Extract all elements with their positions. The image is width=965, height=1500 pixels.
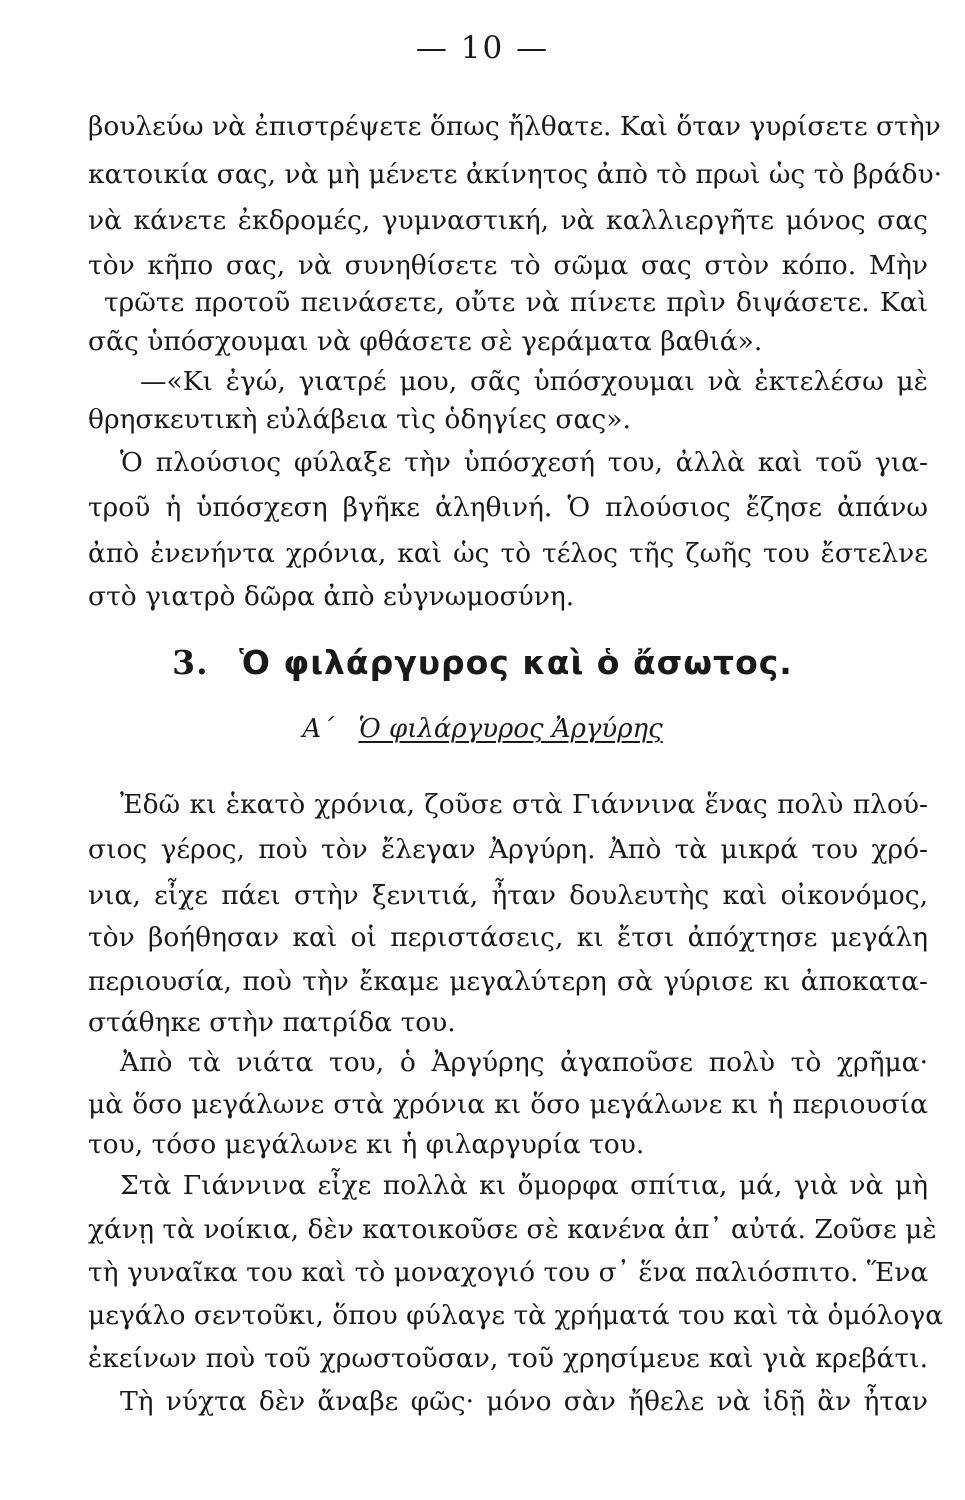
text-line: ἀπὸ ἐνενήντα χρόνια, καὶ ὡς τὸ τέλος τῆς ζωῆς του ἔστελνε <box>88 538 928 569</box>
section-title: Ὁ φιλάργυρος Ἀργύρης <box>358 714 663 744</box>
page-number: — 10 — <box>415 30 550 66</box>
section-letter: Α΄ <box>302 714 335 744</box>
chapter-number: 3. <box>172 643 209 682</box>
text-line: τρῶτε προτοῦ πεινάσετε, οὔτε νὰ πίνετε πρὶν διψάσετε. Καὶ <box>104 287 928 318</box>
text-line: στάθηκε στὴν πατρίδα του. <box>88 1007 456 1038</box>
text-line: Ὁ πλούσιος φύλαξε τὴν ὑπόσχεσή του, ἀλλὰ καὶ τοῦ για- <box>120 447 928 478</box>
text-line: —«Κι ἐγώ, γιατρέ μου, σᾶς ὑπόσχουμαι νὰ ἐκτελέσω μὲ <box>140 366 928 397</box>
text-line: ἐκείνων ποὺ τοῦ χρωστοῦσαν, τοῦ χρησίμευε καὶ γιὰ κρεβάτι. <box>88 1343 928 1374</box>
text-line: σιος γέρος, ποὺ τὸν ἔλεγαν Ἀργύρη. Ἀπὸ τὰ μικρά του χρό- <box>88 834 928 865</box>
text-line: στὸ γιατρὸ δῶρα ἀπὸ εὐγνωμοσύνη. <box>88 581 575 612</box>
text-line: τροῦ ἡ ὑπόσχεση βγῆκε ἀληθινή. Ὁ πλούσιος ἔζησε ἀπάνω <box>88 492 928 523</box>
text-line: του, τόσο μεγάλωνε κι ἡ φιλαργυρία του. <box>88 1129 645 1160</box>
text-line: μεγάλο σεντοῦκι, ὅπου φύλαγε τὰ χρήματά του καὶ τὰ ὁμόλογα <box>88 1300 944 1331</box>
text-line: βουλεύω νὰ ἐπιστρέψετε ὅπως ἤλθατε. Καὶ ὅταν γυρίσετε στὴν <box>88 111 941 142</box>
text-line: τὸν βοήθησαν καὶ οἱ περιστάσεις, κι ἔτσι ἀπόχτησε μεγάλη <box>88 922 928 953</box>
text-line: μὰ ὅσο μεγάλωνε στὰ χρόνια κι ὅσο μεγάλωνε κι ἡ περιουσία <box>88 1089 928 1120</box>
section-heading <box>0 714 965 744</box>
text-line: Ἐδῶ κι ἑκατὸ χρόνια, ζοῦσε στὰ Γιάννινα ἕνας πολὺ πλού- <box>120 789 928 820</box>
text-line: κατοικία σας, νὰ μὴ μένετε ἀκίνητος ἀπὸ τὸ πρωὶ ὡς τὸ βράδυ· <box>88 159 943 190</box>
chapter-heading <box>0 643 965 682</box>
text-line: νὰ κάνετε ἐκδρομές, γυμναστική, νὰ καλλιεργῆτε μόνος σας <box>88 205 928 236</box>
text-line: τὸν κῆπο σας, νὰ συνηθίσετε τὸ σῶμα σας στὸν κόπο. Μὴν <box>88 250 928 281</box>
text-line: περιουσία, ποὺ τὴν ἔκαμε μεγαλύτερη σὰ γύρισε κι ἀποκατα- <box>88 966 928 997</box>
text-line: σᾶς ὑπόσχουμαι νὰ φθάσετε σὲ γεράματα βαθιά». <box>88 326 763 357</box>
text-line: νια, εἶχε πάει στὴν ξενιτιά, ἦταν δουλευτὴς καὶ οἰκονόμος, <box>88 880 928 911</box>
chapter-title: Ὁ φιλάργυρος καὶ ὁ ἄσωτος. <box>239 643 793 682</box>
text-line: Ἀπὸ τὰ νιάτα του, ὁ Ἀργύρης ἀγαποῦσε πολὺ τὸ χρῆμα· <box>120 1047 928 1078</box>
text-line: θρησκευτικὴ εὐλάβεια τὶς ὁδηγίες σας». <box>88 404 631 435</box>
text-line: Τὴ νύχτα δὲν ἄναβε φῶς· μόνο σὰν ἤθελε νὰ ἰδῇ ἂν ἦταν <box>120 1386 928 1417</box>
text-line: χάνῃ τὰ νοίκια, δὲν κατοικοῦσε σὲ κανένα ἀπ᾽ αὐτά. Ζοῦσε μὲ <box>88 1214 937 1245</box>
text-line: τὴ γυναῖκα του καὶ τὸ μοναχογιό του σ᾽ ἕνα παλιόσπιτο. Ἕνα <box>88 1257 929 1288</box>
text-line: Στὰ Γιάννινα εἶχε πολλὰ κι ὄμορφα σπίτια, μά, γιὰ νὰ μὴ <box>120 1170 928 1201</box>
